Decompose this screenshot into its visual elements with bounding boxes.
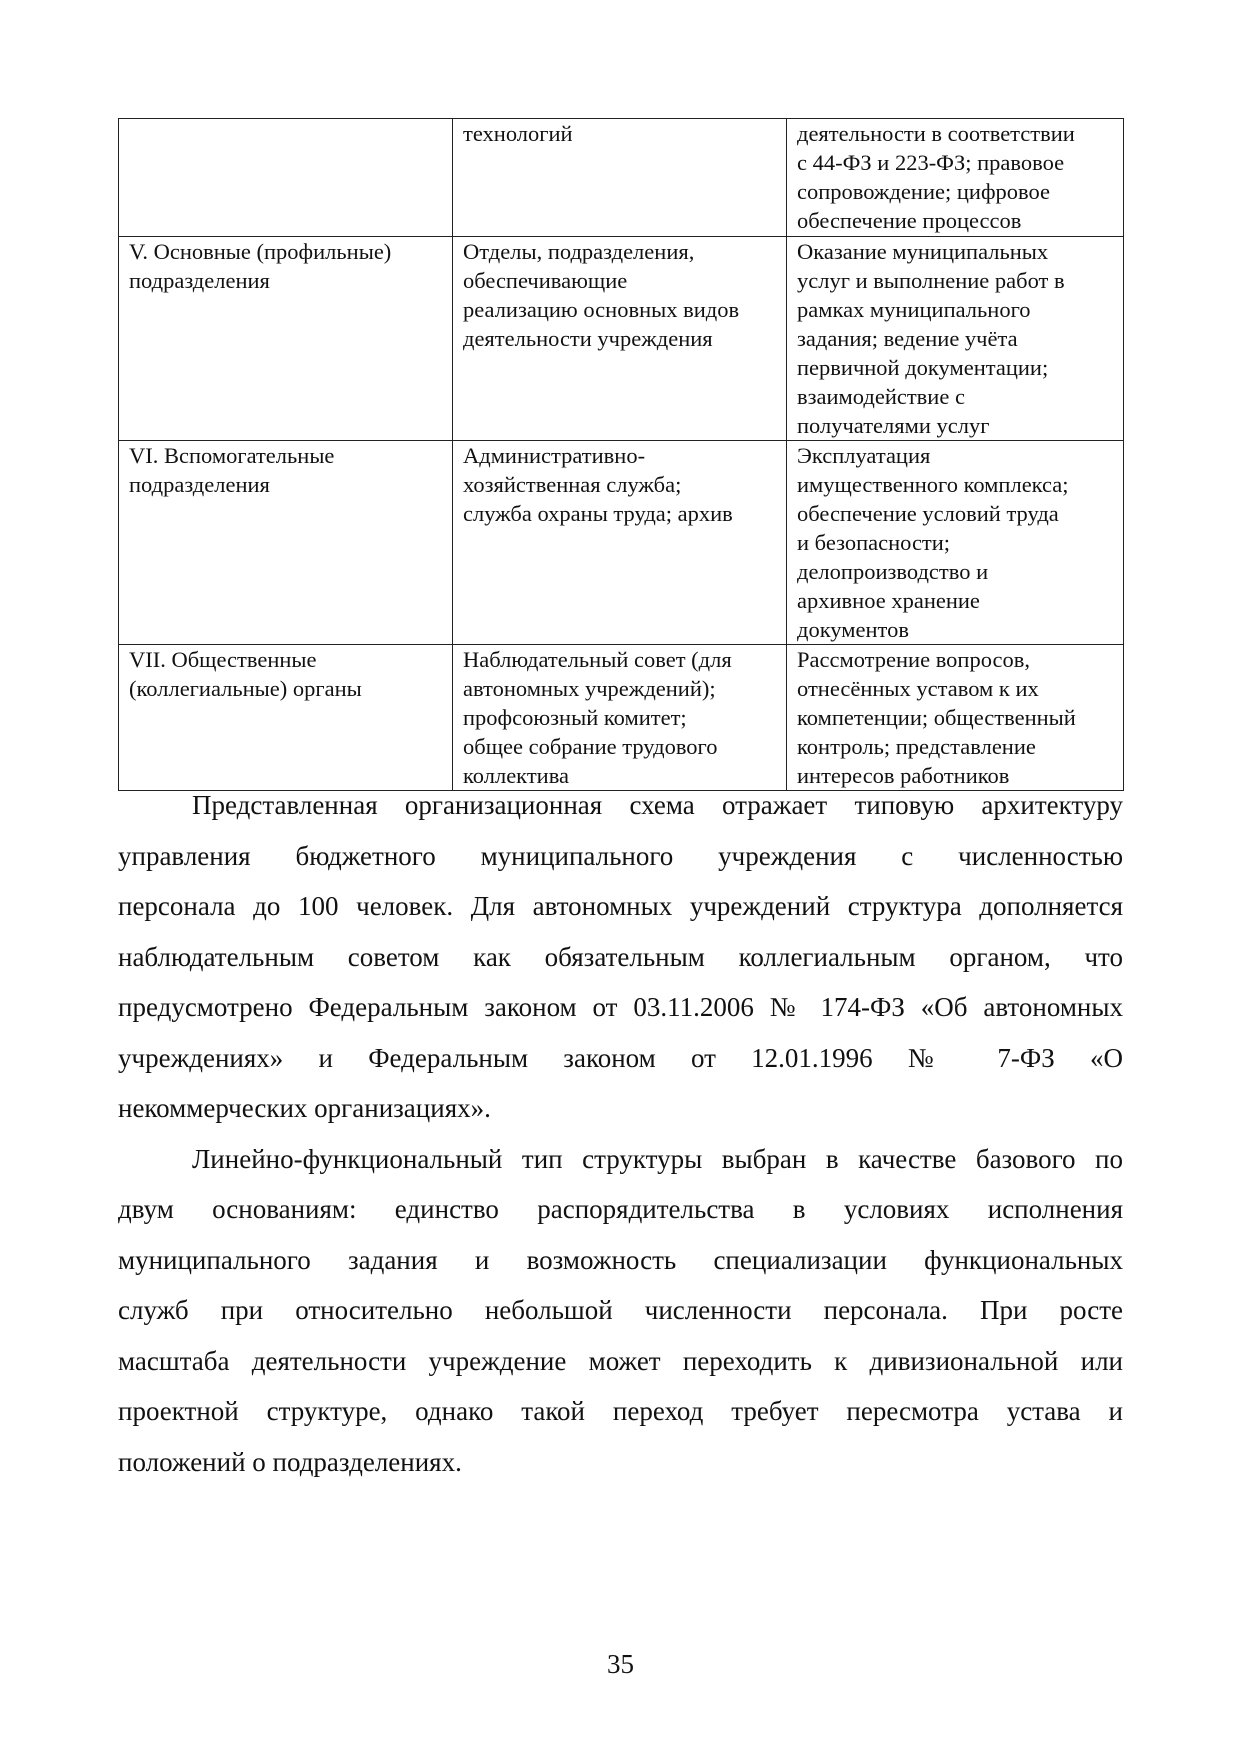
table-row xyxy=(119,119,1124,237)
cell-text-line: обеспечение процессов xyxy=(797,208,1022,233)
table-cell-2 xyxy=(453,645,787,791)
table-cell-1 xyxy=(119,119,453,237)
cell-text-line: Наблюдательный совет (для xyxy=(463,647,732,672)
cell-text-line: рамках муниципального xyxy=(797,297,1031,322)
table-cell-1 xyxy=(119,645,453,791)
cell-text-line: делопроизводство и xyxy=(797,559,989,584)
org-structure-table xyxy=(118,118,1124,791)
paragraph-line: предусмотрено Федеральным законом от 03.11.2006 № 174-ФЗ «Об автономных xyxy=(118,992,1123,1022)
cell-text-line: общее собрание трудового xyxy=(463,734,718,759)
cell-text-line: интересов работников xyxy=(797,763,1010,788)
cell-text-line: деятельности учреждения xyxy=(463,326,713,351)
cell-text-line: первичной документации; xyxy=(797,355,1049,380)
table-cell-2 xyxy=(453,119,787,237)
cell-text-line: подразделения xyxy=(129,268,270,293)
cell-text-line: и безопасности; xyxy=(797,530,951,555)
table-cell-3 xyxy=(787,119,1124,237)
cell-text-line: получателями услуг xyxy=(797,413,990,438)
paragraph xyxy=(118,780,1123,1134)
cell-text-line: документов xyxy=(797,617,909,642)
paragraph-line: муниципального задания и возможность специализации функциональных xyxy=(118,1244,1123,1275)
paragraph-line: положений о подразделениях. xyxy=(118,1446,462,1477)
cell-text-line: услуг и выполнение работ в xyxy=(797,268,1065,293)
cell-text-line: Эксплуатация xyxy=(797,443,931,468)
table-cell-1 xyxy=(119,237,453,441)
cell-text-line: служба охраны труда; архив xyxy=(463,501,733,526)
table-cell-3 xyxy=(787,237,1124,441)
cell-text-line: с 44-ФЗ и 223-ФЗ; правовое xyxy=(797,150,1065,175)
cell-text-line: Рассмотрение вопросов, xyxy=(797,647,1031,672)
cell-text-line: (коллегиальные) органы xyxy=(129,676,362,701)
paragraph-line: проектной структуре, однако такой переход требует пересмотра устава и xyxy=(118,1396,1123,1426)
paragraph-line: персонала до 100 человек. Для автономных учреждений структура дополняется xyxy=(118,891,1123,921)
cell-text-line: хозяйственная служба; xyxy=(463,472,682,497)
paragraph-line: Представленная организационная схема отражает типовую архитектуру xyxy=(192,790,1123,820)
cell-text-line: Отделы, подразделения, xyxy=(463,239,695,264)
org-structure-table-wrapper xyxy=(118,118,1123,791)
paragraph xyxy=(118,1134,1123,1488)
paragraph-line: служб при относительно небольшой численности персонала. При росте xyxy=(118,1295,1123,1325)
paragraph-line: управления бюджетного муниципального учреждения с численностью xyxy=(118,840,1123,871)
table-body xyxy=(119,119,1124,791)
paragraph-line: наблюдательным советом как обязательным коллегиальным органом, что xyxy=(118,941,1123,972)
cell-text-line: обеспечивающие xyxy=(463,268,628,293)
cell-text-line: сопровождение; цифровое xyxy=(797,179,1051,204)
page-number: 35 xyxy=(607,1649,634,1679)
cell-text-line: контроль; представление xyxy=(797,734,1036,759)
cell-text-line: коллектива xyxy=(463,763,570,788)
cell-text-line: Оказание муниципальных xyxy=(797,239,1049,264)
cell-text-line: имущественного комплекса; xyxy=(797,472,1069,497)
paragraph-line: двум основаниям: единство распорядительства в условиях исполнения xyxy=(118,1194,1123,1224)
cell-text-line: архивное хранение xyxy=(797,588,980,613)
table-row xyxy=(119,441,1124,645)
paragraph-line: Линейно-функциональный тип структуры выбран в качестве базового по xyxy=(192,1143,1123,1174)
table-cell-3 xyxy=(787,645,1124,791)
cell-text-line: VII. Общественные xyxy=(129,647,317,672)
table-cell-2 xyxy=(453,237,787,441)
body-text xyxy=(118,780,1123,1487)
cell-text-line: компетенции; общественный xyxy=(797,705,1076,730)
paragraph-line: некоммерческих организациях». xyxy=(118,1093,491,1123)
table-row xyxy=(119,645,1124,791)
paragraph-line: учреждениях» и Федеральным законом от 12.01.1996 № 7-ФЗ «О xyxy=(118,1042,1123,1073)
paragraph-line: масштаба деятельности учреждение может переходить к дивизиональной или xyxy=(118,1345,1123,1376)
cell-text-line: подразделения xyxy=(129,472,270,497)
cell-text-line: обеспечение условий труда xyxy=(797,501,1059,526)
cell-text-line: профсоюзный комитет; xyxy=(463,705,687,730)
table-row xyxy=(119,237,1124,441)
cell-text-line: автономных учреждений); xyxy=(463,676,716,701)
cell-text-line: взаимодействие с xyxy=(797,384,965,409)
cell-text-line: деятельности в соответствии xyxy=(797,121,1075,146)
cell-text-line: VI. Вспомогательные xyxy=(129,443,335,468)
cell-text-line: V. Основные (профильные) xyxy=(129,239,392,264)
cell-text-line: технологий xyxy=(463,121,573,146)
cell-text-line: задания; ведение учёта xyxy=(797,326,1018,351)
cell-text-line: отнесённых уставом к их xyxy=(797,676,1039,701)
table-cell-3 xyxy=(787,441,1124,645)
table-cell-1 xyxy=(119,441,453,645)
cell-text-line: реализацию основных видов xyxy=(463,297,740,322)
cell-text-line: Административно- xyxy=(463,443,646,468)
table-cell-2 xyxy=(453,441,787,645)
